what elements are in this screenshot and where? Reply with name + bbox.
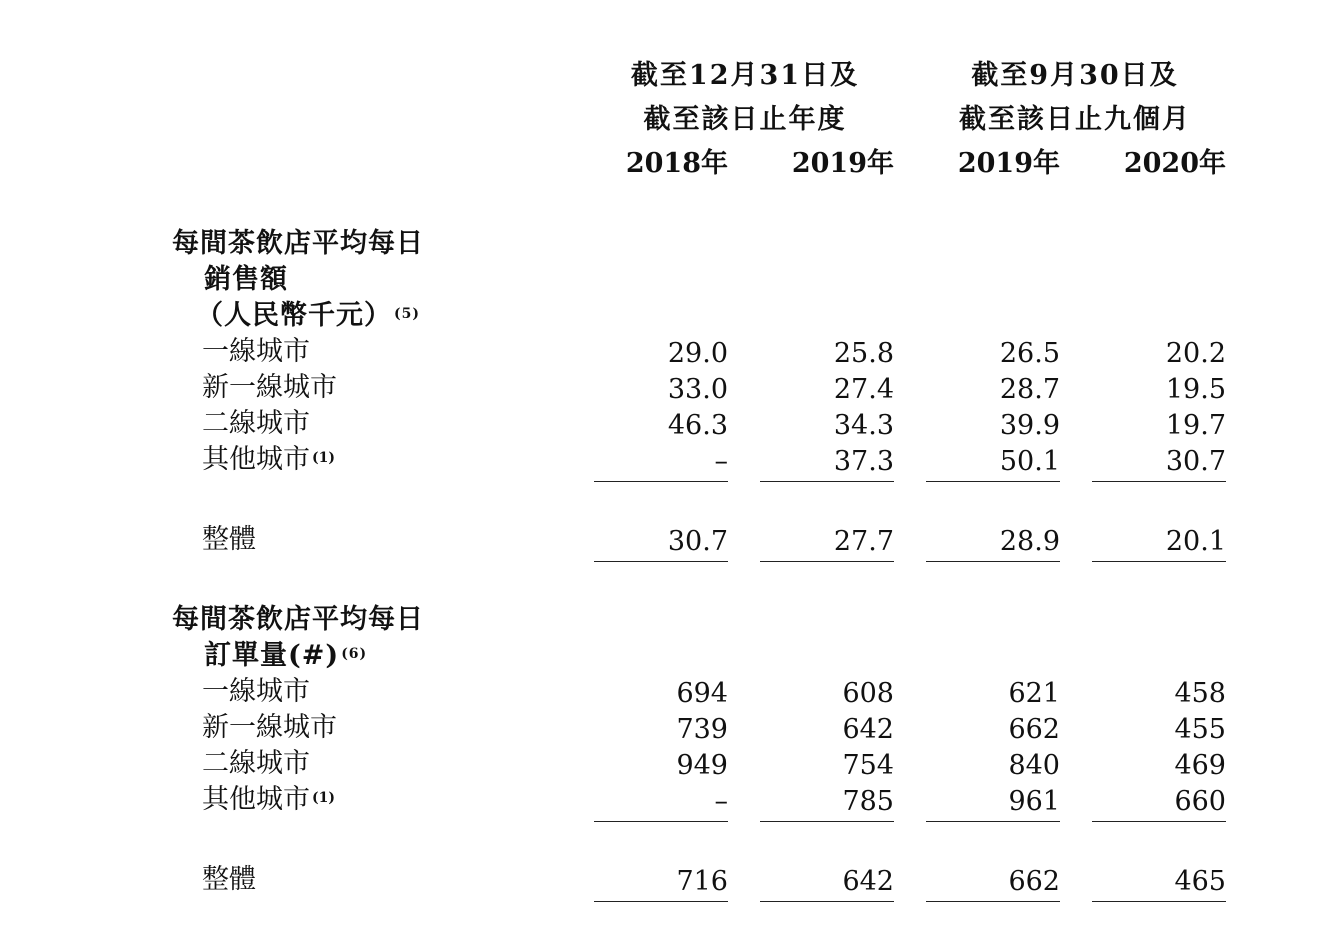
total-s1-c3: 28.9 (999, 526, 1060, 557)
group1-header-line2: 截至該日止年度 (643, 104, 847, 135)
year-header-col2: 2019年 (791, 148, 894, 179)
row-label-s2-r3: 二線城市 (202, 748, 310, 779)
cell-s2-r4-c4: 660 (1174, 786, 1226, 817)
group2-header-line1: 截至9月30日及 (971, 60, 1179, 91)
cell-s2-r2-c3: 662 (1008, 714, 1060, 745)
section1-title-line2: 銷售額 (204, 264, 288, 295)
section1-unit-label: （人民幣千元） (196, 300, 392, 331)
year-header-col3: 2019年 (957, 148, 1060, 179)
total-rule (1092, 901, 1226, 902)
total-rule (594, 901, 728, 902)
cell-s1-r1-c2: 25.8 (833, 338, 894, 369)
total-rule (926, 561, 1060, 562)
total-s2-c4: 465 (1174, 866, 1226, 897)
cell-s2-r1-c2: 608 (842, 678, 894, 709)
row-label-s1-r4 (202, 442, 335, 478)
row-label-s2-r2: 新一線城市 (202, 712, 337, 743)
section2-title-line1: 每間茶飲店平均每日 (172, 604, 424, 635)
row-label-s2-r4 (202, 782, 335, 818)
footnote-1: (1) (312, 450, 335, 466)
section1-title-line1: 每間茶飲店平均每日 (172, 228, 424, 259)
total-rule (1092, 561, 1226, 562)
cell-s2-r3-c4: 469 (1174, 750, 1226, 781)
row-label-s1-r2: 新一線城市 (202, 372, 337, 403)
row-label-s2-r4-text: 其他城市 (202, 784, 310, 815)
section1-title-line3 (196, 298, 420, 334)
cell-s2-r3-c3: 840 (1008, 750, 1060, 781)
total-rule (594, 561, 728, 562)
subtotal-rule (760, 821, 894, 822)
cell-s2-r1-c4: 458 (1174, 678, 1226, 709)
cell-s1-r2-c4: 19.5 (1165, 374, 1226, 405)
cell-s2-r2-c1: 739 (676, 714, 728, 745)
total-s1-c1: 30.7 (667, 526, 728, 557)
cell-s1-r4-c4: 30.7 (1165, 446, 1226, 477)
total-s2-c3: 662 (1008, 866, 1060, 897)
total-rule (926, 901, 1060, 902)
section2-title-text: 訂單量(#) (204, 640, 340, 671)
total-s1-c2: 27.7 (833, 526, 894, 557)
subtotal-rule (926, 821, 1060, 822)
cell-s1-r4-c2: 37.3 (833, 446, 894, 477)
subtotal-rule (926, 481, 1060, 482)
total-label-s1: 整體 (202, 524, 256, 555)
row-label-s2-r1: 一線城市 (202, 676, 310, 707)
subtotal-rule (594, 481, 728, 482)
cell-s2-r3-c1: 949 (676, 750, 728, 781)
cell-s1-r4-c1: – (714, 446, 728, 477)
total-rule (760, 561, 894, 562)
cell-s2-r2-c2: 642 (842, 714, 894, 745)
subtotal-rule (1092, 821, 1226, 822)
cell-s2-r4-c2: 785 (842, 786, 894, 817)
year-header-col1: 2018年 (625, 148, 728, 179)
cell-s1-r2-c2: 27.4 (833, 374, 894, 405)
cell-s2-r4-c1: – (714, 786, 728, 817)
cell-s2-r3-c2: 754 (842, 750, 894, 781)
footnote-6: (6) (341, 646, 368, 662)
year-header-col4: 2020年 (1123, 148, 1226, 179)
cell-s2-r1-c3: 621 (1008, 678, 1060, 709)
row-label-s1-r3: 二線城市 (202, 408, 310, 439)
section2-title-line2 (204, 638, 367, 674)
cell-s2-r1-c1: 694 (676, 678, 728, 709)
subtotal-rule (594, 821, 728, 822)
total-s1-c4: 20.1 (1165, 526, 1226, 557)
cell-s2-r2-c4: 455 (1174, 714, 1226, 745)
total-rule (760, 901, 894, 902)
cell-s1-r3-c3: 39.9 (999, 410, 1060, 441)
subtotal-rule (1092, 481, 1226, 482)
cell-s1-r1-c1: 29.0 (667, 338, 728, 369)
total-s2-c1: 716 (676, 866, 728, 897)
row-label-s1-r1: 一線城市 (202, 336, 310, 367)
total-label-s2: 整體 (202, 864, 256, 895)
row-label-s1-r4-text: 其他城市 (202, 444, 310, 475)
group2-header-line2: 截至該日止九個月 (959, 104, 1191, 135)
footnote-5: (5) (394, 306, 420, 322)
cell-s1-r2-c3: 28.7 (999, 374, 1060, 405)
cell-s1-r1-c3: 26.5 (999, 338, 1060, 369)
cell-s1-r3-c1: 46.3 (667, 410, 728, 441)
cell-s1-r4-c3: 50.1 (999, 446, 1060, 477)
cell-s2-r4-c3: 961 (1008, 786, 1060, 817)
group1-header-line1: 截至12月31日及 (630, 60, 860, 91)
cell-s1-r3-c4: 19.7 (1165, 410, 1226, 441)
total-s2-c2: 642 (842, 866, 894, 897)
cell-s1-r1-c4: 20.2 (1165, 338, 1226, 369)
cell-s1-r2-c1: 33.0 (667, 374, 728, 405)
footnote-1: (1) (312, 790, 335, 806)
cell-s1-r3-c2: 34.3 (833, 410, 894, 441)
subtotal-rule (760, 481, 894, 482)
